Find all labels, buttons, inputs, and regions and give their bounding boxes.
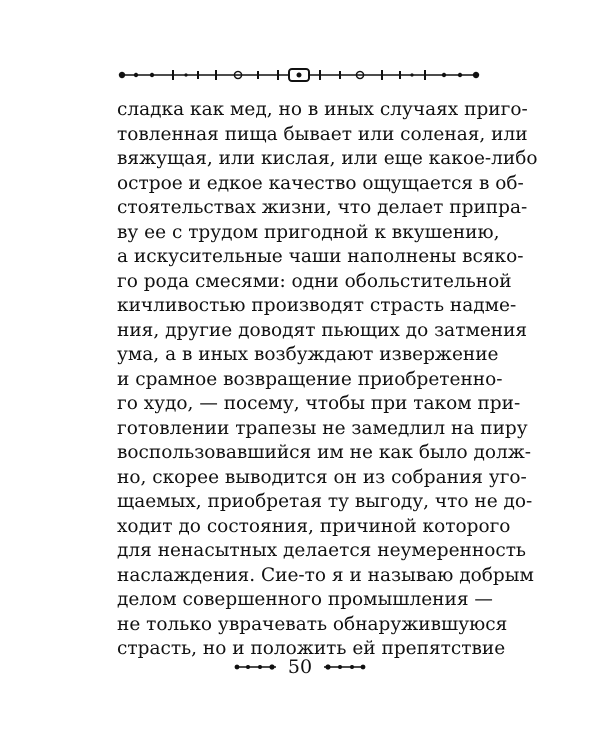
small-ornament-icon: [234, 662, 278, 672]
text-line: наслаждения. Сие-то я и называю добрым: [117, 564, 534, 586]
text-line: го худо, — посему, чтобы при таком при-: [117, 393, 521, 414]
text-line: а искусительные чаши наполнены всяко-: [117, 246, 524, 267]
text-line: страсть, но и положить ей препятствие: [117, 638, 506, 659]
text-line: кичливостью производят страсть надме-: [117, 295, 517, 316]
text-line: готовлении трапезы не замедлил на пиру: [117, 417, 528, 439]
text-line: делом совершенного промышления —: [117, 589, 493, 610]
text-line: ву ее с трудом пригодной к вкушению,: [117, 221, 500, 243]
page-footer: [200, 655, 400, 679]
footer-ornament-left: [234, 662, 278, 672]
text-line: вяжущая, или кислая, или еще какое-либо: [117, 148, 538, 169]
small-ornament-icon: [322, 662, 366, 672]
page-number: 50: [287, 656, 313, 678]
text-line: воспользовавшийся им не как было долж-: [117, 442, 532, 463]
text-line: сладка как мед, но в иных случаях приго-: [117, 99, 528, 120]
text-line: товленная пища бывает или соленая, или: [117, 123, 528, 145]
text-line: ния, другие доводят пьющих до затмения: [117, 319, 528, 341]
text-line: го рода смесями: одни обольстительной: [117, 270, 512, 292]
ornamental-rule-icon: [118, 66, 480, 84]
text-line: острое и едкое качество ощущается в об-: [117, 172, 524, 194]
text-line: но, скорее выводится он из собрания уго-: [117, 466, 527, 488]
text-line: ходит до состояния, причиной которого: [117, 515, 511, 537]
header-ornament: [118, 66, 480, 84]
body-text: [117, 98, 538, 662]
text-line: и срамное возвращение приобретенно-: [117, 368, 503, 390]
text-line: ума, а в иных возбуждают извержение: [117, 344, 499, 365]
text-line: не только уврачевать обнаружившуюся: [117, 613, 508, 635]
text-line: для ненасытных делается неумеренность: [117, 540, 526, 561]
footer-ornament-right: [322, 662, 366, 672]
text-line: стоятельствах жизни, что делает припра-: [117, 197, 528, 218]
text-line: щаемых, приобретая ту выгоду, что не до-: [117, 491, 533, 512]
